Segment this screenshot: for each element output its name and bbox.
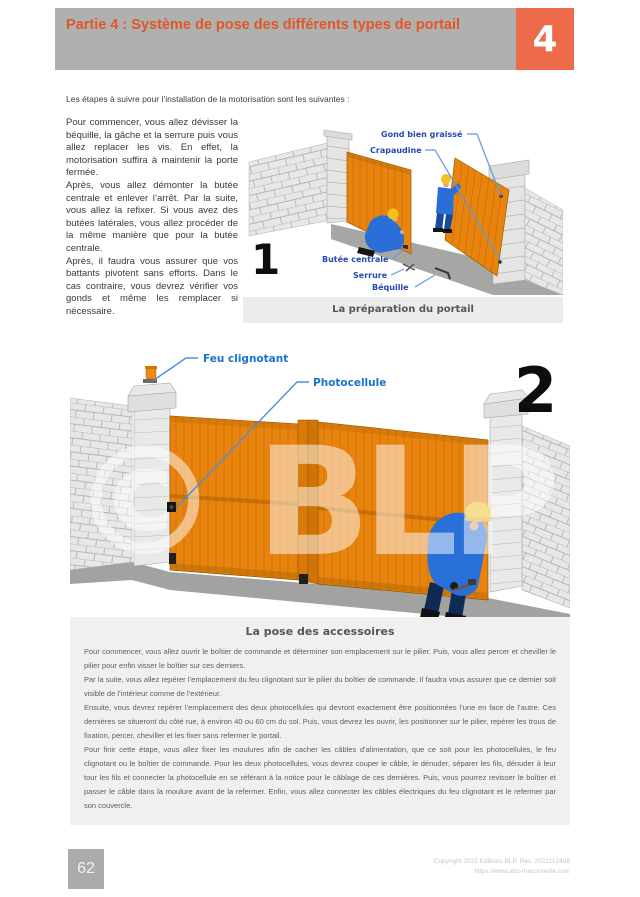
chapter-header — [55, 8, 574, 70]
accessories-text — [84, 645, 556, 813]
fig1-label-crapaudine: Crapaudine — [370, 146, 422, 155]
fig2-label-photocellule: Photocellule — [313, 377, 387, 389]
chapter-title-area — [55, 8, 516, 70]
preparation-paragraph: Pour commencer, vous allez dévisser la béquille, la gâche et la serrure puis vous allez replacer les vis. En effet, la motorisation suffira à maintenir la porte fermée. — [66, 117, 238, 179]
chapter-number: 4 — [532, 18, 558, 60]
fig2-watermark: © BLP — [70, 416, 553, 590]
accessories-paragraph: Pour finir cette étape, vous allez fixer les moulures afin de cacher les câbles d’alimentation, que ce soit pour les photocellules, le feu clignotant ou le boîtier de commande. Pour les deux photocellules, vous devrez couper le câble, le dénuder, séparer les fils, dénuder à leur tour les fils et connecter la photocellule en se référant à la notice pour le câblage de ces dernières. Puis, vous pourrez revisser le boîtier et passer le câble dans la moulure avant de la refermer. Enfin, vous allez connecter les câbles électriques du feu clignotant et le refermer par son couvercle. — [84, 745, 556, 810]
fig2-text-panel — [70, 617, 570, 825]
accessories-paragraph: Par la suite, vous allez repérer l’emplacement du feu clignotant sur le pilier du boîtier de commande. Il faudra vous assurer que ce dernier soit visible de l’intérieur comme de l’extérieur. — [84, 675, 556, 698]
fig1-step-number: 1 — [251, 235, 281, 284]
fig1-caption: La préparation du portail — [243, 297, 563, 323]
fig2-label-feu: Feu clignotant — [203, 353, 289, 365]
fig1-illustration — [243, 118, 563, 295]
fig1-label-butee: Butée centrale — [322, 255, 389, 264]
website-url: https://www.abc-maconnerie.com — [474, 867, 570, 875]
fig1-label-serrure: Serrure — [353, 271, 388, 280]
fig2-step-number: 2 — [514, 354, 558, 427]
preparation-paragraph: Après, il faudra vous assurer que vos battants pivotent sans efforts. Dans le cas contraire, vous devrez vérifier vos gonds et même les remplacer si nécessaire. — [66, 255, 238, 317]
figure-preparation-portail — [243, 118, 563, 323]
chapter-title: Partie 4 : Système de pose des différents types de portail — [66, 17, 461, 33]
fig2-illustration — [70, 346, 570, 617]
accessories-paragraph: Ensuite, vous devrez repérer l’emplacement des deux photocellules qui devront exactement être positionnées l’une en face de l’autre. Ces dernières se situeront du côté rue, à environ 40 ou 60 cm du sol. Puis, vous devrez les ouvrir, les positionner sur le pilier, repérer les trous de fixation, percer, cheviller et les fixer sans refermer le portail. — [84, 703, 556, 740]
copyright-line: Copyright 2022 Editions BLP. Rev. 2022112408 — [433, 858, 570, 865]
fig1-label-bequille: Béquille — [372, 283, 409, 292]
chapter-number-box — [516, 8, 574, 70]
page-number: 62 — [77, 860, 95, 877]
page-number-box — [68, 849, 104, 889]
footer-copyright — [434, 857, 570, 876]
fig1-label-gond: Gond bien graissé — [381, 130, 463, 139]
accessories-paragraph: Pour commencer, vous allez ouvrir le boîtier de commande et déterminer son emplacement sur le pilier. Puis, vous allez percer et cheviller le pilier pour enfin visser le boîtier sur ces derniers. — [84, 647, 556, 670]
preparation-paragraph: Après, vous allez démonter la butée centrale et enlever l’arrêt. Par la suite, vous allez la refixer. Si vous avez des butées latérales, vous allez procéder de la même manière que pour la butée centrale. — [66, 179, 238, 254]
intro-text: Les étapes à suivre pour l’installation de la motorisation sont les suivantes : — [66, 94, 350, 104]
figure-pose-accessoires — [70, 346, 570, 825]
preparation-text-column — [66, 117, 238, 319]
fig2-caption: La pose des accessoires — [245, 625, 395, 638]
